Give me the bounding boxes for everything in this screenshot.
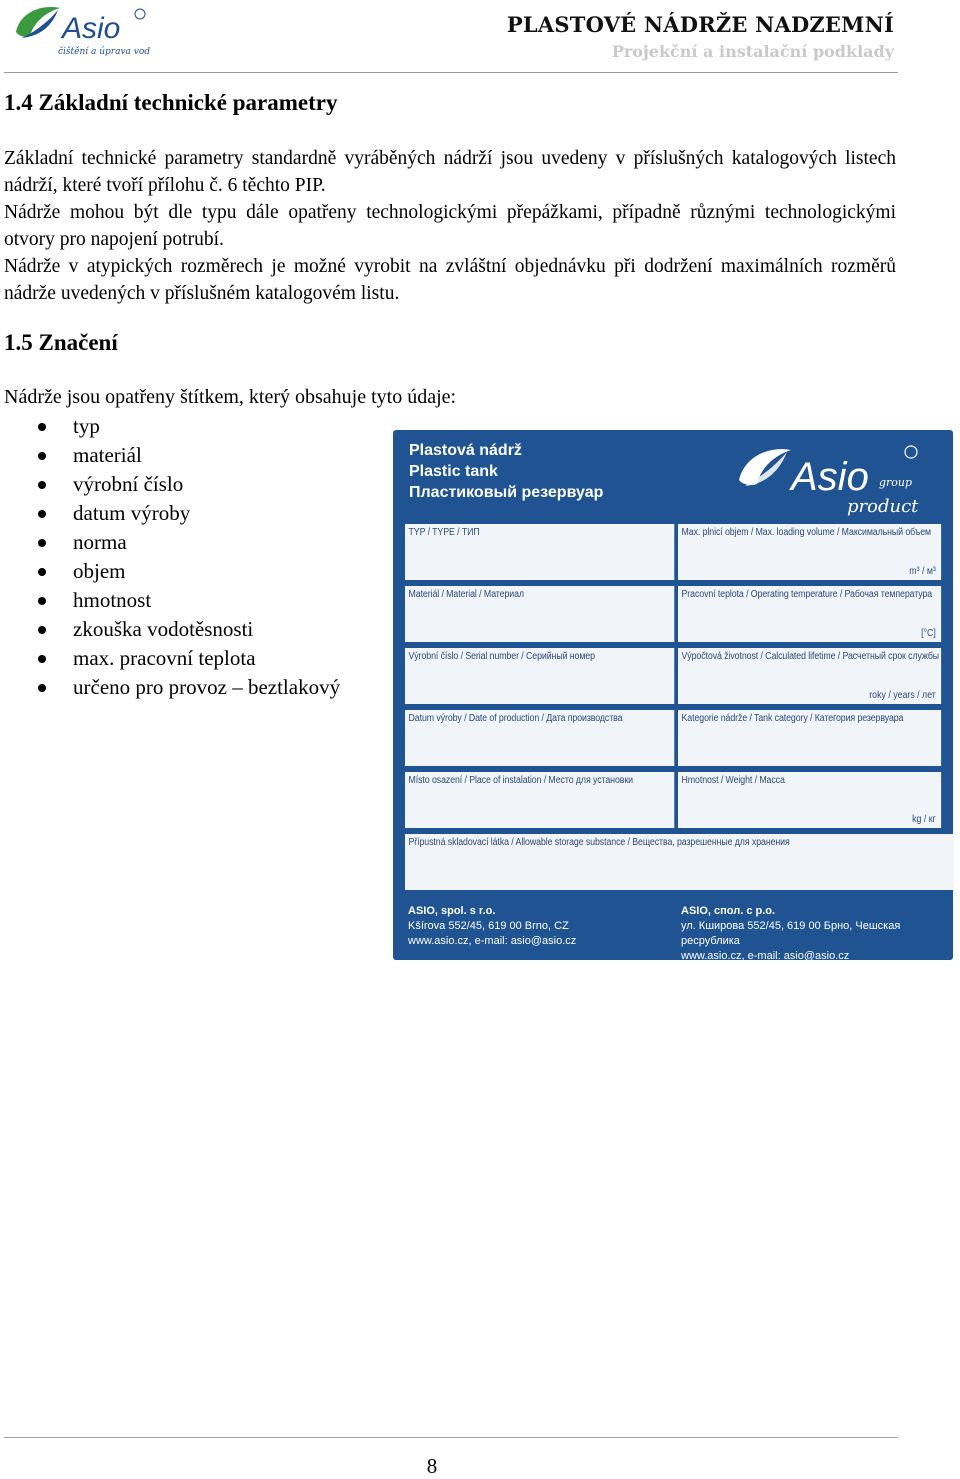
list-item: max. pracovní teplota (38, 644, 340, 673)
label-field-max-volume: Max. plnicí objem / Max. loading volume / Максимальный объем m³ / м³ (678, 524, 941, 580)
bullet-icon (38, 481, 46, 489)
bullet-icon (38, 539, 46, 547)
header-divider (4, 72, 898, 73)
svg-text:group: group (879, 476, 913, 489)
header-title: PLASTOVÉ NÁDRŽE NADZEMNÍ (506, 12, 894, 37)
bullet-icon (38, 510, 46, 518)
list-item: zkouška vodotěsnosti (38, 615, 340, 644)
label-field-production-date: Datum výroby / Date of production / Дата производства (405, 710, 674, 766)
page-header (0, 0, 960, 82)
plate-title: Plastová nádrž Plastic tank Пластиковый резервуар (409, 442, 604, 501)
paragraph-atypical: Nádrže v atypických rozměrech je možné vyrobit na zvláštní objednávku při dodržení maximálních rozměrů nádrže uvedených v příslušném katalogovém listu. (4, 256, 896, 304)
bullet-icon (38, 452, 46, 460)
bullet-icon (38, 423, 46, 431)
list-item: určeno pro provoz – beztlakový (38, 673, 340, 702)
svg-text:product: product (847, 496, 919, 517)
section-heading-parameters: 1.4 Základní technické parametry (4, 90, 338, 115)
footer-divider (4, 1437, 898, 1438)
bullet-icon (38, 568, 46, 576)
list-item: objem (38, 557, 340, 586)
label-field-storage-substance: Přípustná skladovací látka / Allowable storage substance / Вещества, разрешенные для хранения (405, 834, 954, 890)
logo-tagline: čištění a úprava vod (58, 47, 151, 57)
company-info-ru: ASIO, спол. с р.о. ул. Кширова 552/45, 619 00 Брно, Чешская ресрублика www.asio.cz, e-mail: asio@asio.cz (681, 905, 901, 962)
asio-logo (12, 2, 152, 60)
page-number: 8 (426, 1454, 438, 1478)
label-field-tank-category: Kategorie nádrže / Tank category / Категория резервуара (678, 710, 941, 766)
asio-group-product-logo (729, 438, 925, 520)
label-field-operating-temperature: Pracovní teplota / Operating temperature / Рабочая температура [°C] (678, 586, 941, 642)
bullet-icon (38, 626, 46, 634)
logo-text: Asio (62, 12, 121, 45)
label-field-lifetime: Výpočtová životnost / Calculated lifetime / Расчетный срок службы roky / years / лет (678, 648, 941, 704)
paragraph-partitions: Nádrže mohou být dle typu dále opatřeny technologickými přepážkami, případně různými technologickými otvory pro napojení potrubí. (4, 202, 896, 250)
section-heading-marking: 1.5 Značení (4, 330, 118, 355)
list-item: materiál (38, 441, 340, 470)
list-item: hmotnost (38, 586, 340, 615)
label-field-material: Materiál / Material / Материал (405, 586, 674, 642)
bullet-icon (38, 684, 46, 692)
list-item: typ (38, 412, 340, 441)
paragraph-catalog: Základní technické parametry standardně vyráběných nádrží jsou uvedeny v příslušných katalogových listech nádrží, které tvoří přílohu č. 6 těchto PIP. (4, 148, 896, 196)
svg-text:Asio: Asio (791, 455, 869, 499)
label-field-installation-place: Místo osazení / Place of instalation / Место для установки (405, 772, 674, 828)
list-item: datum výroby (38, 499, 340, 528)
list-item: norma (38, 528, 340, 557)
company-info-cz: ASIO, spol. s r.o. Kšírova 552/45, 619 00 Brno, CZ www.asio.cz, e-mail: asio@asio.cz (408, 905, 577, 947)
label-field-weight: Hmotnost / Weight / Macca kg / кг (678, 772, 941, 828)
bullet-icon (38, 655, 46, 663)
label-field-type: TYP / TYPE / ТИП (405, 524, 674, 580)
bullet-icon (38, 597, 46, 605)
list-item: výrobní číslo (38, 470, 340, 499)
label-field-serial-number: Výrobní číslo / Serial number / Серийный номер (405, 648, 674, 704)
header-subtitle: Projekční a instalační podklady (611, 42, 894, 61)
tank-label-plate (393, 430, 953, 960)
marking-list (38, 412, 340, 702)
marking-intro: Nádrže jsou opatřeny štítkem, který obsahuje tyto údaje: (4, 386, 457, 408)
